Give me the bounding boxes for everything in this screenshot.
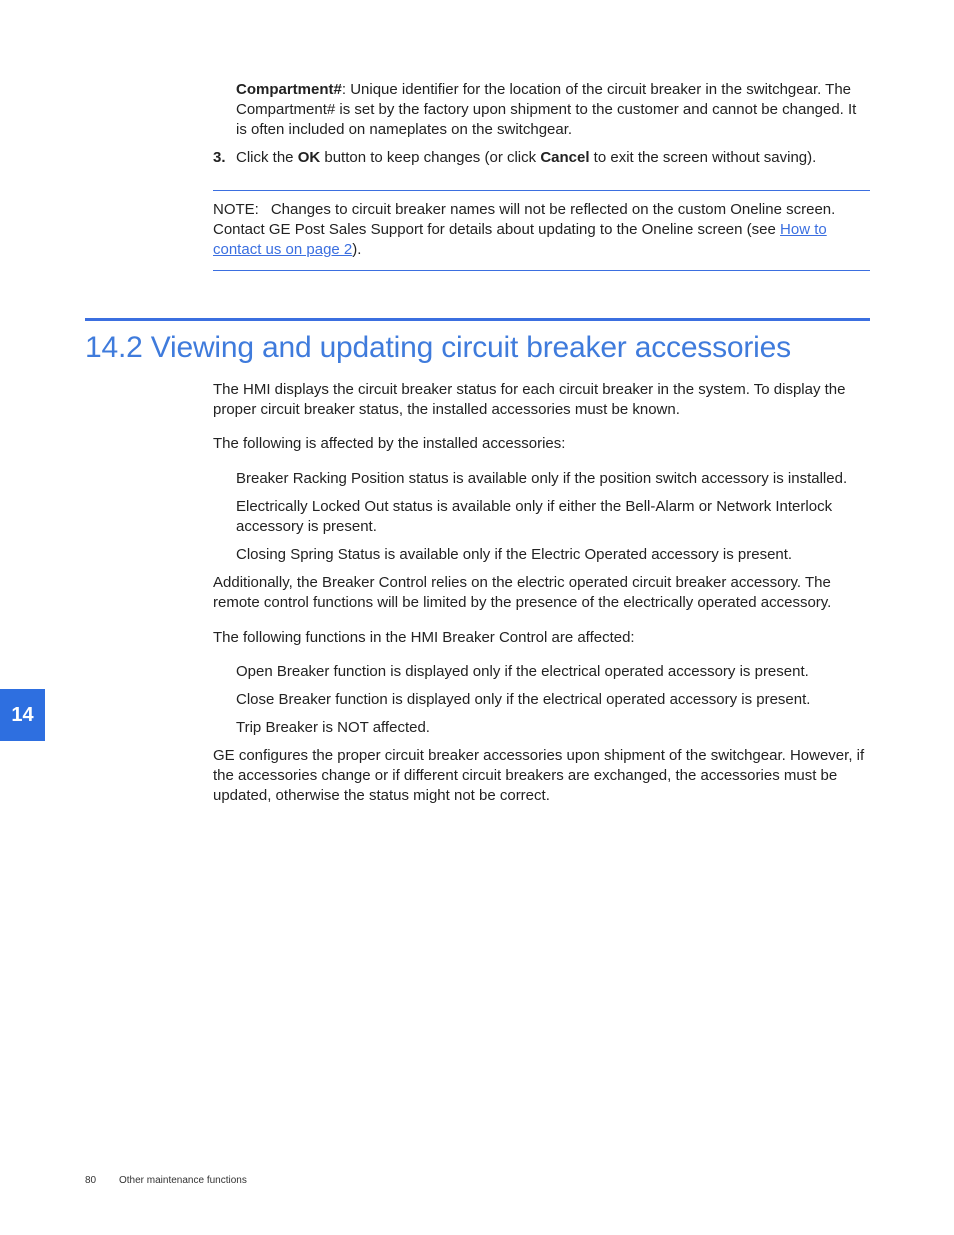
note-bottom-rule xyxy=(213,270,870,271)
step-3-text xyxy=(236,148,876,168)
paragraph-1: The HMI displays the circuit breaker status for each circuit breaker in the system. To display the proper circuit breaker status, the installed accessories must be known. xyxy=(213,381,846,418)
compartment-text: : Unique identifier for the location of the circuit breaker in the switchgear. The Compartment# is set by the factory upon shipment to the customer and cannot be changed. It is often included on nameplates on the switchgear. xyxy=(236,81,857,138)
paragraph-5: GE configures the proper circuit breaker accessories upon shipment of the switchgear. However, if the accessories change or if different circuit breakers are exchanged, the accessories must be updated, otherwise the status might not be correct. xyxy=(213,747,865,804)
ok-label: OK xyxy=(297,149,321,166)
step-3-text-b: button to keep changes (or click xyxy=(320,149,541,166)
section-rule xyxy=(85,318,870,321)
paragraph-2: The following is affected by the installed accessories: xyxy=(213,435,566,452)
footer-chapter-name: Other maintenance functions xyxy=(119,1175,247,1186)
paragraph-3: Additionally, the Breaker Control relies on the electric operated circuit breaker accessory. The remote control functions will be limited by the presence of the electrically operated accessory. xyxy=(213,574,832,611)
step-3-number: 3. xyxy=(213,149,226,166)
cancel-label: Cancel xyxy=(540,149,590,166)
list-item: Electrically Locked Out status is available only if either the Bell-Alarm or Network Interlock accessory is present. xyxy=(236,498,833,535)
step-3-text-a: Click the xyxy=(236,149,298,166)
list-item: Trip Breaker is NOT affected. xyxy=(236,719,430,736)
compartment-description xyxy=(236,80,866,140)
page-number: 80 xyxy=(85,1175,97,1186)
note-block xyxy=(213,200,869,260)
step-3-text-c: to exit the screen without saving). xyxy=(589,149,817,166)
note-tail: ). xyxy=(352,241,362,258)
chapter-tab: 14 xyxy=(0,689,45,741)
how-to-contact-link[interactable]: How to contact us on page 2 xyxy=(213,221,827,258)
paragraph-4: The following functions in the HMI Breaker Control are affected: xyxy=(213,629,635,646)
note-text: Changes to circuit breaker names will not be reflected on the custom Oneline screen. Contact GE Post Sales Support for details about updating to the Oneline screen (see xyxy=(213,201,836,238)
note-top-rule xyxy=(213,190,870,191)
list-item: Open Breaker function is displayed only if the electrical operated accessory is present. xyxy=(236,663,809,680)
note-label: NOTE: xyxy=(213,201,259,218)
list-item: Close Breaker function is displayed only if the electrical operated accessory is present. xyxy=(236,691,811,708)
list-item: Closing Spring Status is available only if the Electric Operated accessory is present. xyxy=(236,546,793,563)
section-title: 14.2 Viewing and updating circuit breaker accessories xyxy=(85,331,791,364)
list-item: Breaker Racking Position status is available only if the position switch accessory is installed. xyxy=(236,470,848,487)
compartment-label: Compartment# xyxy=(236,81,342,98)
